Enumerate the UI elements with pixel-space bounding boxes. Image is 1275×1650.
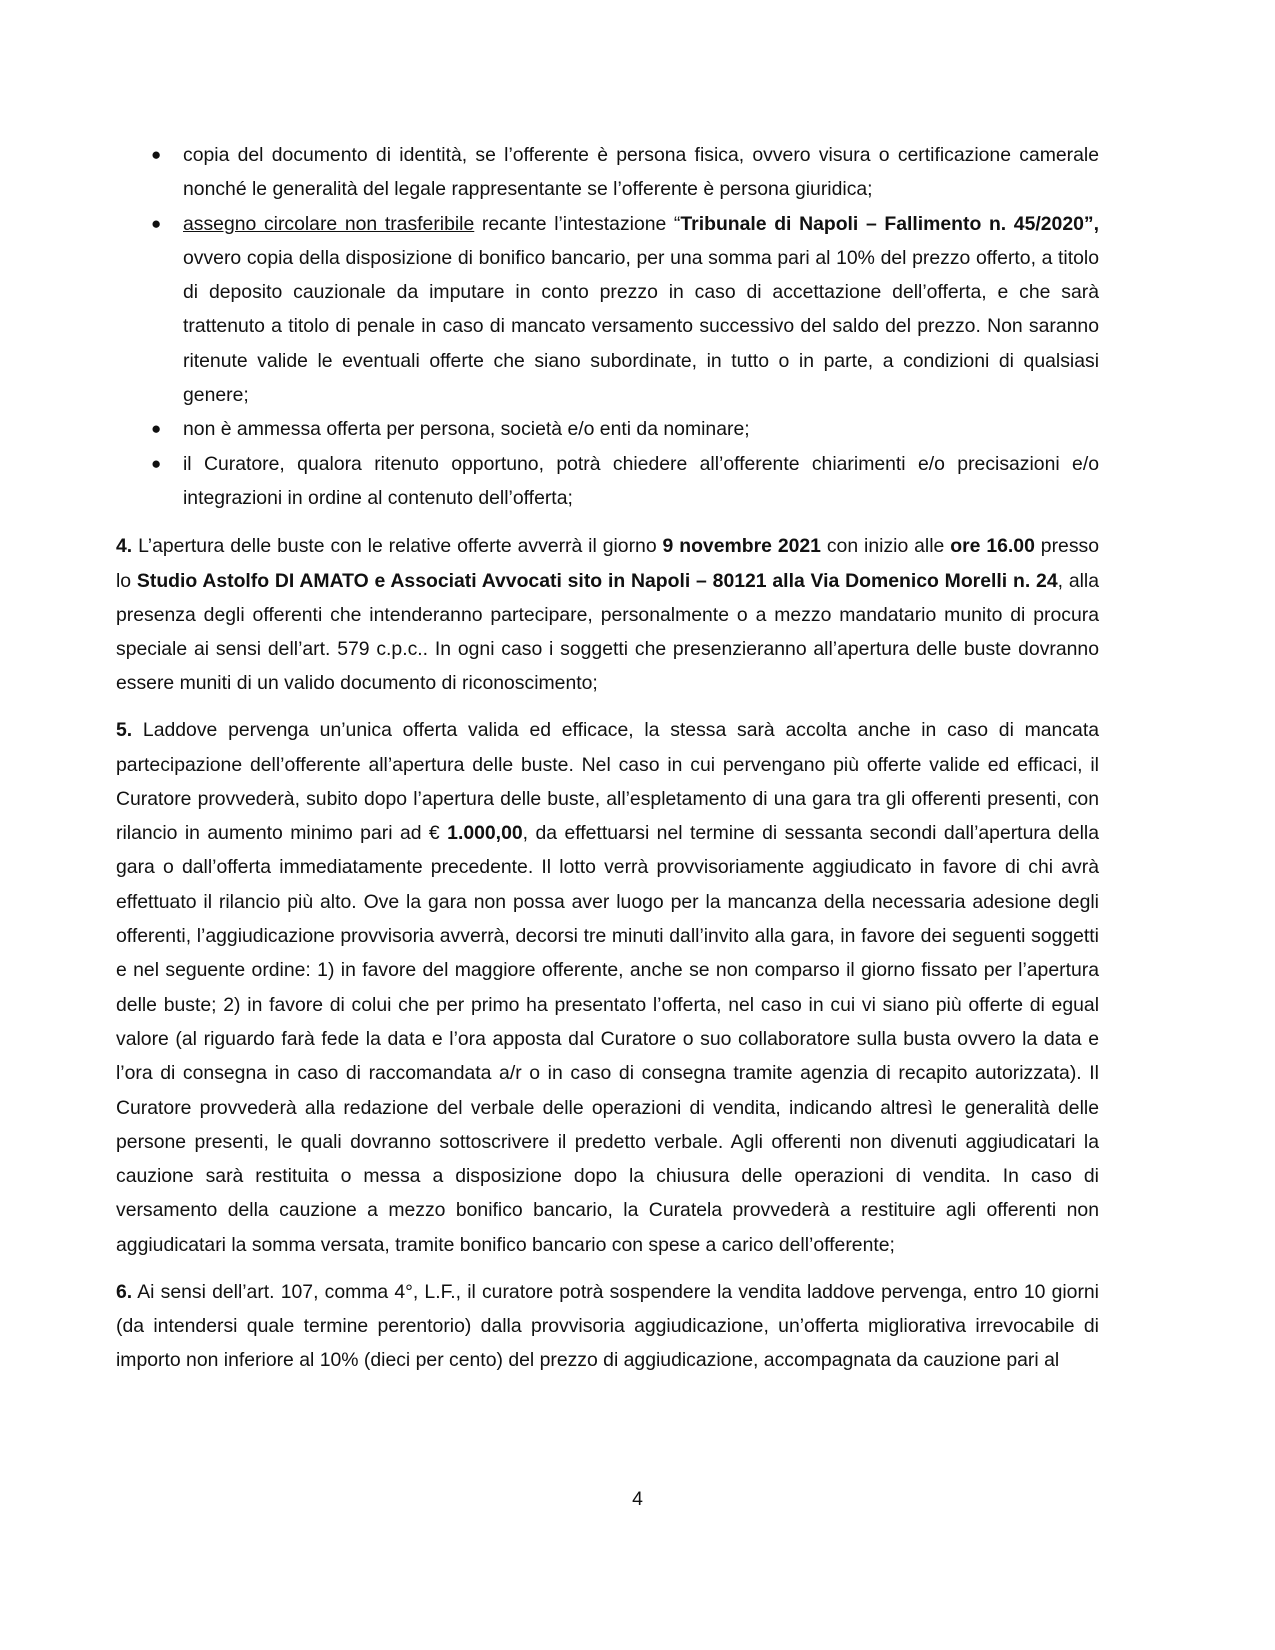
paragraph-6 bbox=[116, 1275, 1099, 1378]
bold-text: Studio Astolfo DI AMATO e Associati Avvocati sito in Napoli – 80121 alla Via Domenico Morelli n. 24 bbox=[136, 569, 1058, 592]
bullet-icon: ● bbox=[151, 145, 162, 164]
list-item-text: non è ammessa offerta per persona, società e/o enti da nominare; bbox=[183, 418, 750, 441]
paragraph-text: , da effettuarsi nel termine di sessanta secondi dall’apertura della gara o dall’offerta immediatamente precedente. Il lotto verrà provvisoriamente aggiudicato in favore di chi avrà effettuato il rilancio più alto. Ove la gara non possa aver luogo per la mancanza della necessaria adesione degli offerenti, l’aggiudicazione provvisoria avverrà, decorsi tre minuti dall’invito alla gara, in favore dei seguenti soggetti e nel seguente ordine: 1) in favore del maggiore offerente, anche se non comparso il giorno fissato per l’apertura delle buste; 2) in favore di colui che per primo ha presentato l’offerta, nel caso in cui vi siano più offerte di egual valore (al riguardo farà fede la data e l’ora apposta dal Curatore o suo collaboratore sulla busta ovvero la data e l’ora di consegna in caso di raccomandata a/r o in caso di consegna tramite agenzia di recapito autorizzata). Il Curatore provvederà alla redazione del verbale delle operazioni di vendita, indicando altresì le generalità delle persone presenti, le quali dovranno sottoscrivere il predetto verbale. Agli offerenti non divenuti aggiudicatari la cauzione sarà restituita o messa a disposizione dopo la chiusura delle operazioni di vendita. In caso di versamento della cauzione a mezzo bonifico bancario, la Curatela provvederà a restituire agli offerenti non aggiudicatari la somma versata, tramite bonifico bancario con spese a carico dell’offerente; bbox=[116, 822, 1099, 1256]
list-item bbox=[116, 447, 1099, 516]
paragraph-text: L’apertura delle buste con le relative offerte avverrà il giorno bbox=[132, 535, 663, 558]
bold-text: ore 16.00 bbox=[950, 535, 1035, 558]
list-item-text: copia del documento di identità, se l’offerente è persona fisica, ovvero visura o certificazione camerale nonché le generalità del legale rappresentante se l’offerente è persona giuridica; bbox=[183, 144, 1099, 201]
list-item bbox=[116, 207, 1099, 413]
list-item bbox=[116, 412, 1099, 446]
bold-text: 1.000,00 bbox=[447, 822, 523, 845]
paragraph-number: 5. bbox=[116, 719, 133, 742]
list-item-text: ovvero copia della disposizione di bonifico bancario, per una somma pari al 10% del prezzo offerto, a titolo di deposito cauzionale da imputare in conto prezzo in caso di accettazione dell’offerta, e che sarà trattenuto a titolo di penale in caso di mancato versamento successivo del saldo del prezzo. Non saranno ritenute valide le eventuali offerte che siano subordinate, in tutto o in parte, a condizioni di qualsiasi genere; bbox=[183, 246, 1099, 407]
list-item-text: il Curatore, qualora ritenuto opportuno, potrà chiedere all’offerente chiarimenti e/o precisazioni e/o integrazioni in ordine al contenuto dell’offerta; bbox=[183, 452, 1099, 509]
paragraph-number: 4. bbox=[116, 535, 133, 558]
document-page bbox=[116, 138, 1099, 1377]
paragraph-5 bbox=[116, 713, 1099, 1262]
bold-text: 9 novembre 2021 bbox=[662, 535, 821, 558]
list-item-text: recante l’intestazione “ bbox=[474, 212, 681, 235]
bullet-icon: ● bbox=[151, 419, 162, 439]
paragraph-text: presso lo bbox=[116, 535, 1099, 592]
bullet-icon: ● bbox=[151, 213, 162, 233]
page-number: 4 bbox=[632, 1488, 643, 1510]
paragraph-text: , alla presenza degli offerenti che intenderanno partecipare, personalmente o a mezzo mandatario munito di procura speciale ai sensi dell’art. 579 c.p.c.. In ogni caso i soggetti che presenzieranno all’apertura delle buste dovranno essere muniti di un valido documento di riconoscimento; bbox=[116, 569, 1099, 695]
paragraph-text: con inizio alle bbox=[820, 535, 951, 558]
paragraph-4 bbox=[116, 529, 1099, 700]
paragraph-number: 6. bbox=[116, 1280, 133, 1303]
paragraph-text: Laddove pervenga un’unica offerta valida ed efficace, la stessa sarà accolta anche in caso di mancata partecipazione dell’offerente all’apertura delle buste. Nel caso in cui pervengano più offerte valide ed efficaci, il Curatore provvederà, subito dopo l’apertura delle buste, all’espletamento di una gara tra gli offerenti presenti, con rilancio in aumento minimo pari ad € bbox=[116, 719, 1099, 845]
list-item bbox=[116, 138, 1099, 207]
bullet-icon: ● bbox=[151, 453, 162, 473]
requirements-list bbox=[116, 138, 1099, 515]
bold-text: Tribunale di Napoli – Fallimento n. 45/2020”, bbox=[680, 212, 1099, 235]
underlined-text: assegno circolare non trasferibile bbox=[183, 212, 475, 235]
paragraph-text: Ai sensi dell’art. 107, comma 4°, L.F., il curatore potrà sospendere la vendita laddove pervenga, entro 10 giorni (da intendersi quale termine perentorio) dalla provvisoria aggiudicazione, un’offerta migliorativa irrevocabile di importo non inferiore al 10% (dieci per cento) del prezzo di aggiudicazione, accompagnata da cauzione pari al bbox=[116, 1280, 1099, 1372]
